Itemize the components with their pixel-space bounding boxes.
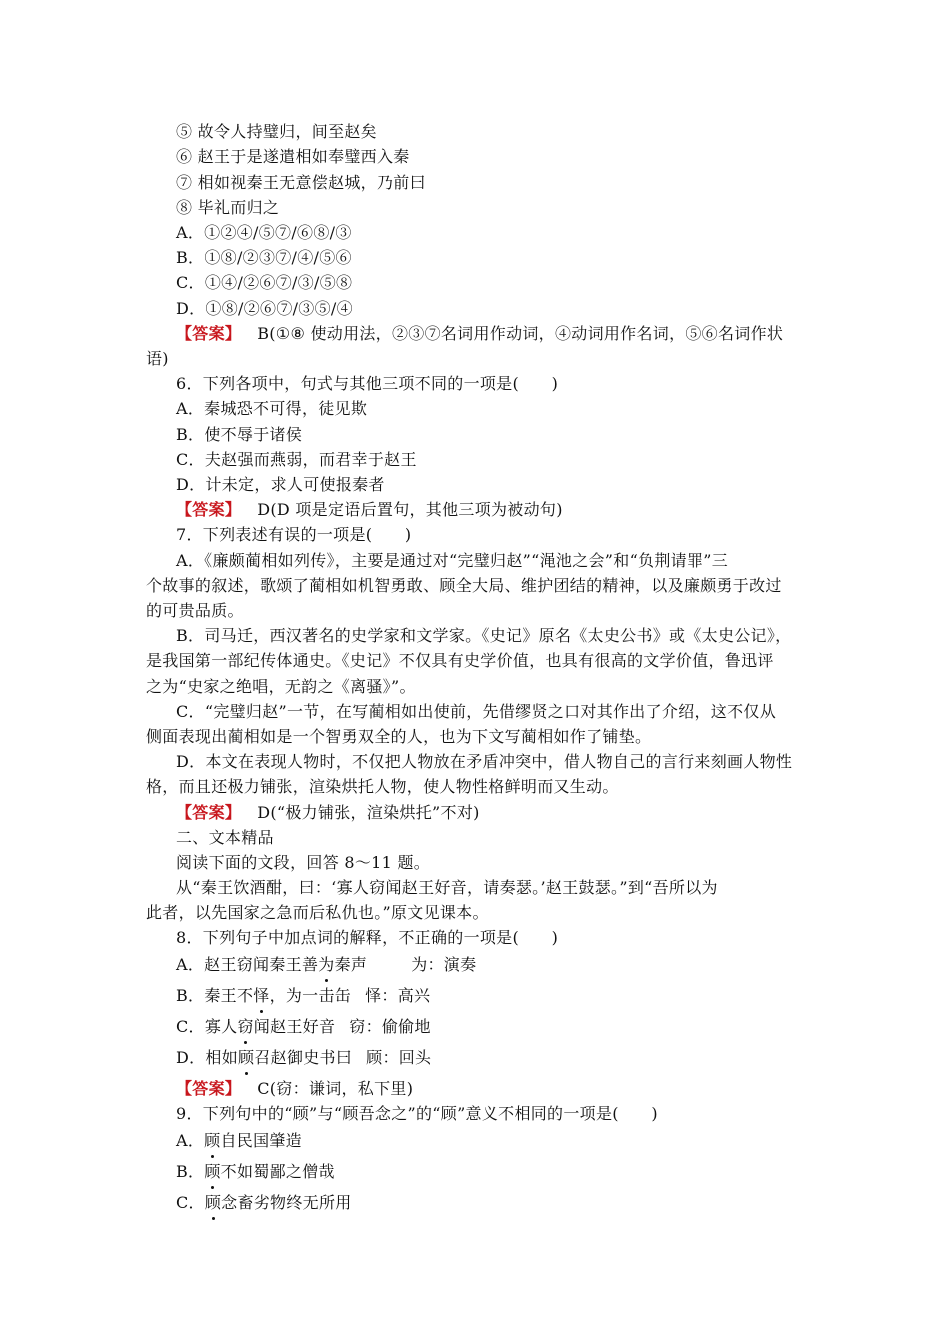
q7-option-b-line1: B．司马迁，西汉著名的史学家和文学家。《史记》原名《太史公书》或《太史公记》，: [176, 626, 792, 645]
q8-option-a: [176, 954, 476, 976]
q7-answer: [176, 802, 480, 824]
answer-text: D(D 项是定语后置句，其他三项为被动句): [257, 500, 563, 519]
q5-item-8: ⑧ 毕礼而归之: [176, 198, 280, 217]
q7-option-a-line2: 个故事的叙述，歌颂了蔺相如机智勇敢、顾全大局、维护团结的精神，以及廉颇勇于改过: [146, 576, 782, 595]
option-text: 闻赵王好音: [253, 1017, 336, 1036]
q6-answer: [176, 499, 563, 521]
q6-option-c: C．夫赵强而燕弱，而君幸于赵王: [176, 450, 417, 469]
dotted-word: 顾: [238, 1048, 255, 1067]
section-intro: 阅读下面的文段，回答 8～11 题。: [176, 853, 431, 872]
q9-stem: 9．下列句中的“顾”与“顾吾念之”的“顾”意义不相同的一项是( ): [176, 1104, 658, 1123]
q5-option-a: A．①②④/⑤⑦/⑥⑧/③: [176, 223, 352, 242]
dotted-word: 为: [318, 955, 335, 974]
q7-option-d-line1: D．本文在表现人物时，不仅把人物放在矛盾冲突中，借人物自己的言行来刻画人物性: [176, 752, 793, 771]
q6-stem: 6．下列各项中，句式与其他三项不同的一项是( ): [176, 374, 559, 393]
option-text: 秦声: [334, 955, 368, 974]
answer-text: B(①⑧ 使动用法，②③⑦名词用作动词，④动词用作名词，⑤⑥名词作状: [257, 324, 784, 343]
option-text: A．赵王窃闻秦王善: [176, 955, 319, 974]
q5-item-6: ⑥ 赵王于是遂遣相如奉璧西入秦: [176, 147, 410, 166]
q7-option-c-line2: 侧面表现出蔺相如是一个智勇双全的人，也为下文写蔺相如作了铺垫。: [146, 727, 652, 746]
q9-option-b: [176, 1161, 335, 1183]
q5-option-b: B．①⑧/②③⑦/④/⑤⑥: [176, 248, 352, 267]
q7-option-c-line1: C．“完璧归赵”一节，在写蔺相如出使前，先借缪贤之口对其作出了介绍，这不仅从: [176, 702, 777, 721]
q8-stem: 8．下列句子中加点词的解释，不正确的一项是( ): [176, 928, 559, 947]
q7-option-b-line3: 之为“史家之绝唱，无韵之《离骚》”。: [146, 677, 416, 696]
dotted-word: 顾: [204, 1162, 221, 1181]
gloss: 窃：偷偷地: [349, 1017, 431, 1036]
q5-answer-cont: 语): [146, 349, 169, 368]
passage-line1: 从“秦王饮酒酣，曰：‘寡人窃闻赵王好音，请奏瑟。’赵王鼓瑟。”到“吾所以为: [176, 878, 718, 897]
q8-option-c: [176, 1016, 431, 1038]
dotted-word: 怿: [253, 986, 270, 1005]
q6-option-d: D．计未定，求人可使报秦者: [176, 475, 385, 494]
option-text: C．: [176, 1193, 205, 1212]
option-text: 自民国肇造: [220, 1131, 302, 1150]
answer-label: 【答案】: [176, 803, 242, 822]
q7-option-a-line1: A．《廉颇蔺相如列传》，主要是通过对“完璧归赵”“渑池之会”和“负荆请罪”三: [176, 551, 729, 570]
answer-text: D(“极力铺张，渲染烘托”不对): [257, 803, 480, 822]
section-title: 二、文本精品: [176, 828, 274, 847]
q9-option-c: [176, 1192, 352, 1214]
dotted-word: 顾: [204, 1131, 221, 1150]
passage-line2: 此者，以先国家之急而后私仇也。”原文见课本。: [146, 903, 489, 922]
q8-answer: [176, 1078, 413, 1100]
gloss: 为：演奏: [411, 955, 477, 974]
answer-label: 【答案】: [176, 500, 242, 519]
q7-option-b-line2: 是我国第一部纪传体通史。《史记》不仅具有史学价值，也具有很高的文学价值，鲁迅评: [146, 651, 774, 670]
dotted-word: 窃: [237, 1017, 254, 1036]
q7-option-a-line3: 的可贵品质。: [146, 601, 244, 620]
option-text: B．: [176, 1162, 205, 1181]
option-text: D．相如: [176, 1048, 239, 1067]
option-text: B．秦王不: [176, 986, 254, 1005]
q5-answer: [176, 323, 783, 345]
q5-option-c: C．①④/②⑥⑦/③/⑤⑧: [176, 273, 353, 292]
dotted-word: 顾: [204, 1193, 222, 1212]
option-text: 召赵御史书曰: [254, 1048, 353, 1067]
q8-option-b: [176, 985, 430, 1007]
option-text: C．寡人: [176, 1017, 238, 1036]
option-text: 念畜劣物终无所用: [221, 1193, 352, 1212]
q5-option-d: D．①⑧/②⑥⑦/③⑤/④: [176, 299, 353, 318]
answer-label: 【答案】: [176, 1079, 242, 1098]
q5-item-7: ⑦ 相如视秦王无意偿赵城，乃前曰: [176, 173, 426, 192]
q7-stem: 7．下列表述有误的一项是( ): [176, 525, 412, 544]
option-text: 不如蜀鄙之僧哉: [220, 1162, 335, 1181]
q8-option-d: [176, 1047, 431, 1069]
gloss: 顾：回头: [366, 1048, 432, 1067]
q5-item-5: ⑤ 故令人持璧归，间至赵矣: [176, 122, 377, 141]
answer-text: C(窃：谦词，私下里): [257, 1079, 414, 1098]
answer-label: 【答案】: [176, 324, 242, 343]
q6-option-a: A．秦城恐不可得，徒见欺: [176, 399, 368, 418]
q7-option-d-line2: 格，而且还极力铺张，渲染烘托人物，使人物性格鲜明而又生动。: [146, 777, 619, 796]
q6-option-b: B．使不辱于诸侯: [176, 425, 303, 444]
q9-option-a: [176, 1130, 302, 1152]
option-text: ，为一击缶: [269, 986, 352, 1005]
gloss: 怿：高兴: [365, 986, 431, 1005]
option-text: A．: [176, 1131, 205, 1150]
